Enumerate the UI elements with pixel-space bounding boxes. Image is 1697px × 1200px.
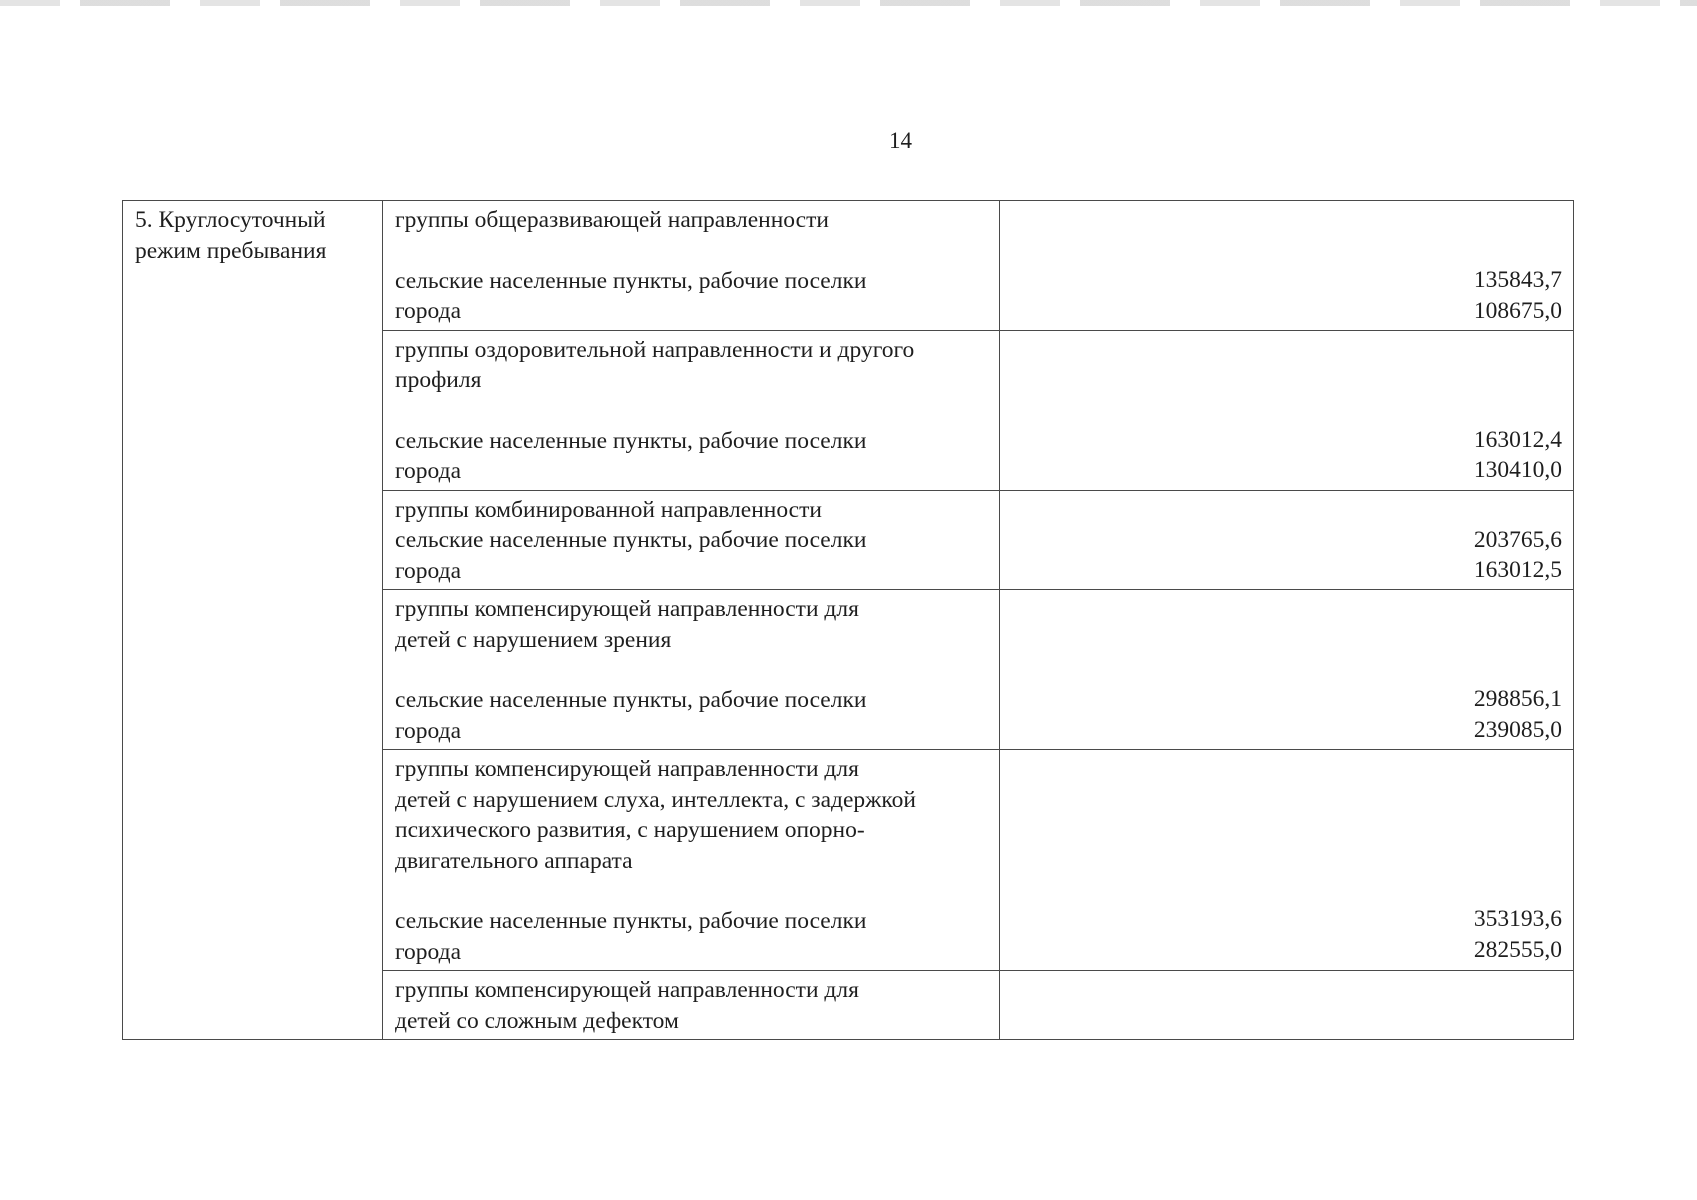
rural-label: сельские населенные пункты, рабочие поселки	[395, 908, 867, 934]
value-cell	[1000, 590, 1574, 750]
rural-value: 203765,6	[1473, 526, 1562, 553]
table-row	[123, 201, 1574, 331]
value-cell	[1000, 490, 1574, 590]
group-name: детей со сложным дефектом	[395, 1007, 679, 1034]
rural-value: 353193,6	[1473, 906, 1562, 932]
group-name: двигательного аппарата	[395, 847, 633, 874]
group-cell	[383, 590, 1000, 750]
urban-label: города	[395, 938, 462, 965]
urban-value: 239085,0	[1473, 716, 1562, 743]
urban-label: города	[395, 717, 462, 744]
urban-value: 163012,5	[1473, 557, 1562, 583]
urban-label: города	[395, 458, 462, 484]
rural-value: 298856,1	[1473, 686, 1562, 712]
cost-table	[122, 200, 1574, 1040]
group-cell	[383, 971, 1000, 1040]
page-number: 14	[889, 128, 912, 153]
urban-label: города	[395, 557, 462, 584]
group-cell	[383, 750, 1000, 971]
rural-value: 135843,7	[1473, 267, 1562, 293]
group-name: группы компенсирующей направленности для	[395, 977, 859, 1003]
rural-label: сельские населенные пункты, рабочие поселки	[395, 267, 867, 294]
group-name: группы общеразвивающей направленности	[395, 207, 829, 233]
group-name: психического развития, с нарушением опорно-	[395, 817, 865, 843]
category-cell	[123, 201, 383, 1040]
scan-border	[0, 0, 1697, 6]
group-name: детей с нарушением зрения	[395, 626, 672, 653]
urban-value: 130410,0	[1473, 457, 1562, 483]
value-cell	[1000, 201, 1574, 331]
group-name: детей с нарушением слуха, интеллекта, с задержкой	[395, 786, 916, 813]
urban-value: 108675,0	[1473, 297, 1562, 324]
group-cell	[383, 201, 1000, 331]
group-cell	[383, 330, 1000, 490]
category-title: 5. Круглосуточный	[135, 207, 326, 233]
group-name: профиля	[395, 367, 482, 393]
group-name: группы компенсирующей направленности для	[395, 596, 859, 622]
value-cell	[1000, 750, 1574, 971]
group-name: группы комбинированной направленности	[395, 496, 822, 523]
rural-label: сельские населенные пункты, рабочие поселки	[395, 527, 867, 553]
urban-value: 282555,0	[1473, 936, 1562, 963]
group-cell	[383, 490, 1000, 590]
value-cell	[1000, 330, 1574, 490]
urban-label: города	[395, 298, 462, 324]
rural-label: сельские населенные пункты, рабочие поселки	[395, 687, 867, 713]
value-cell	[1000, 971, 1574, 1040]
group-name: группы оздоровительной направленности и другого	[395, 336, 915, 363]
category-title: режим пребывания	[135, 237, 327, 264]
rural-value: 163012,4	[1473, 426, 1562, 453]
rural-label: сельские населенные пункты, рабочие поселки	[395, 427, 867, 454]
group-name: группы компенсирующей направленности для	[395, 756, 859, 782]
